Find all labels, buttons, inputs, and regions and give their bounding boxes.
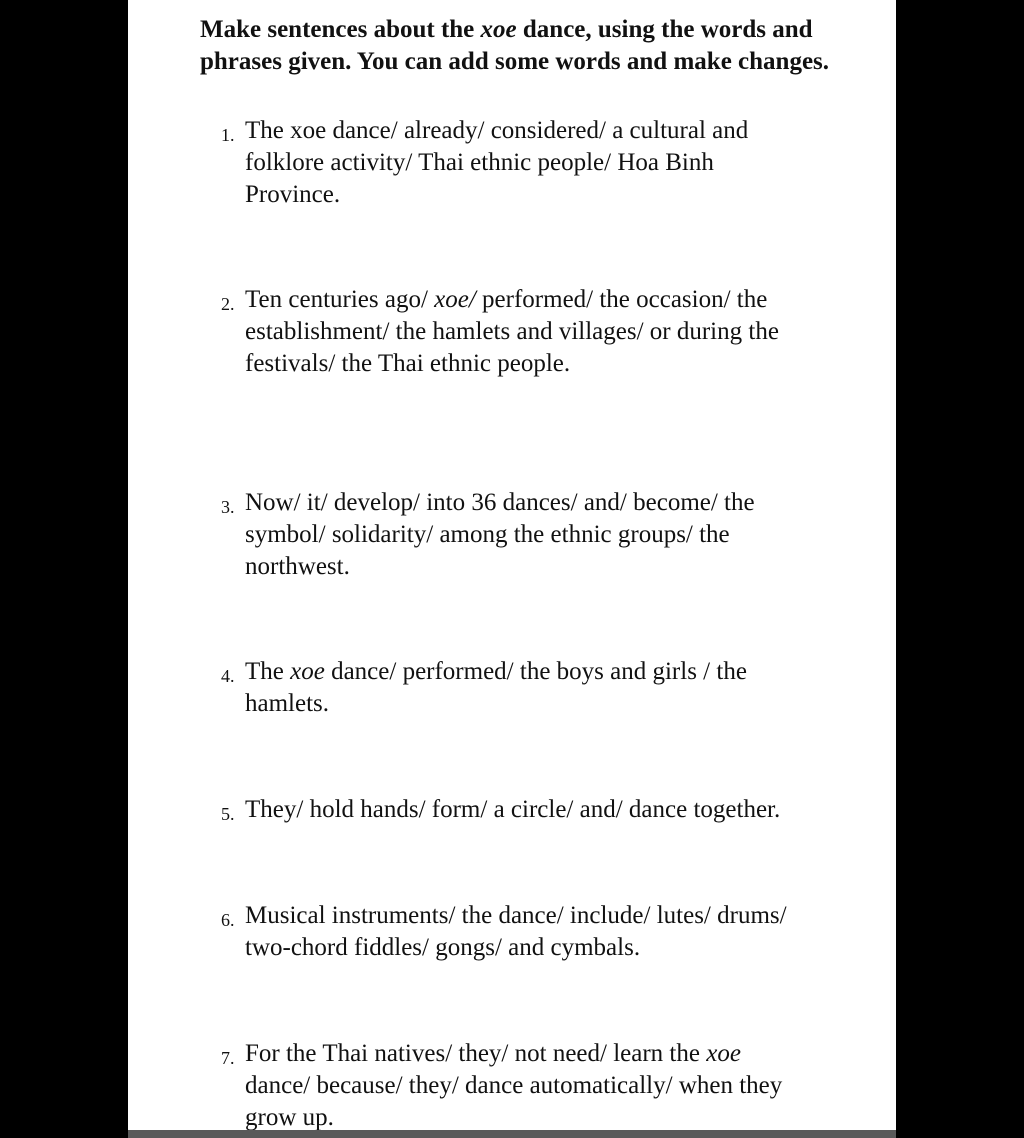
item-line: Now/ it/ develop/ into 36 dances/ and/ become/ the — [245, 489, 755, 516]
item-line: symbol/ solidarity/ among the ethnic groups/ the — [245, 521, 730, 548]
instruction-italic-word: xoe — [480, 16, 517, 43]
item-number: 3. — [221, 497, 235, 517]
exercise-item-5 — [221, 794, 821, 826]
item-number: 5. — [221, 804, 235, 824]
item-line: For the Thai natives/ they/ not need/ learn the xoe — [245, 1040, 741, 1067]
instruction-heading: Make sentences about the xoe dance, using the words and phrases given. You can add some words and make changes. — [200, 16, 830, 75]
item-line: They/ hold hands/ form/ a circle/ and/ dance together. — [245, 796, 781, 823]
exercise-item-3 — [221, 487, 821, 583]
worksheet-page — [128, 0, 896, 1130]
exercise-item-7 — [221, 1038, 821, 1130]
item-number: 1. — [221, 125, 235, 145]
exercise-item-4 — [221, 656, 821, 720]
item-line: two-chord fiddles/ gongs/ and cymbals. — [245, 934, 641, 961]
item-line: dance/ because/ they/ dance automatically/ when they — [245, 1072, 783, 1099]
item-line: The xoe dance/ already/ considered/ a cultural and — [245, 117, 749, 144]
item-line: northwest. — [245, 553, 350, 580]
item-line: Province. — [245, 181, 341, 208]
item-number: 7. — [221, 1048, 235, 1068]
item-line: grow up. — [245, 1104, 334, 1130]
item-number: 4. — [221, 666, 235, 686]
item-line: hamlets. — [245, 690, 330, 717]
page-bottom-edge — [128, 1130, 896, 1138]
item-line: festivals/ the Thai ethnic people. — [245, 350, 571, 377]
item-line: The xoe dance/ performed/ the boys and girls / the — [245, 658, 747, 685]
item-number: 2. — [221, 294, 235, 314]
exercise-item-1 — [221, 115, 821, 211]
exercise-item-2 — [221, 284, 821, 380]
item-line: establishment/ the hamlets and villages/ or during the — [245, 318, 779, 345]
item-line: folklore activity/ Thai ethnic people/ Hoa Binh — [245, 149, 714, 176]
item-line: Ten centuries ago/ xoe/ performed/ the occasion/ the — [245, 286, 768, 313]
item-number: 6. — [221, 910, 235, 930]
exercise-item-6 — [221, 900, 821, 964]
item-line: Musical instruments/ the dance/ include/ lutes/ drums/ — [245, 902, 787, 929]
